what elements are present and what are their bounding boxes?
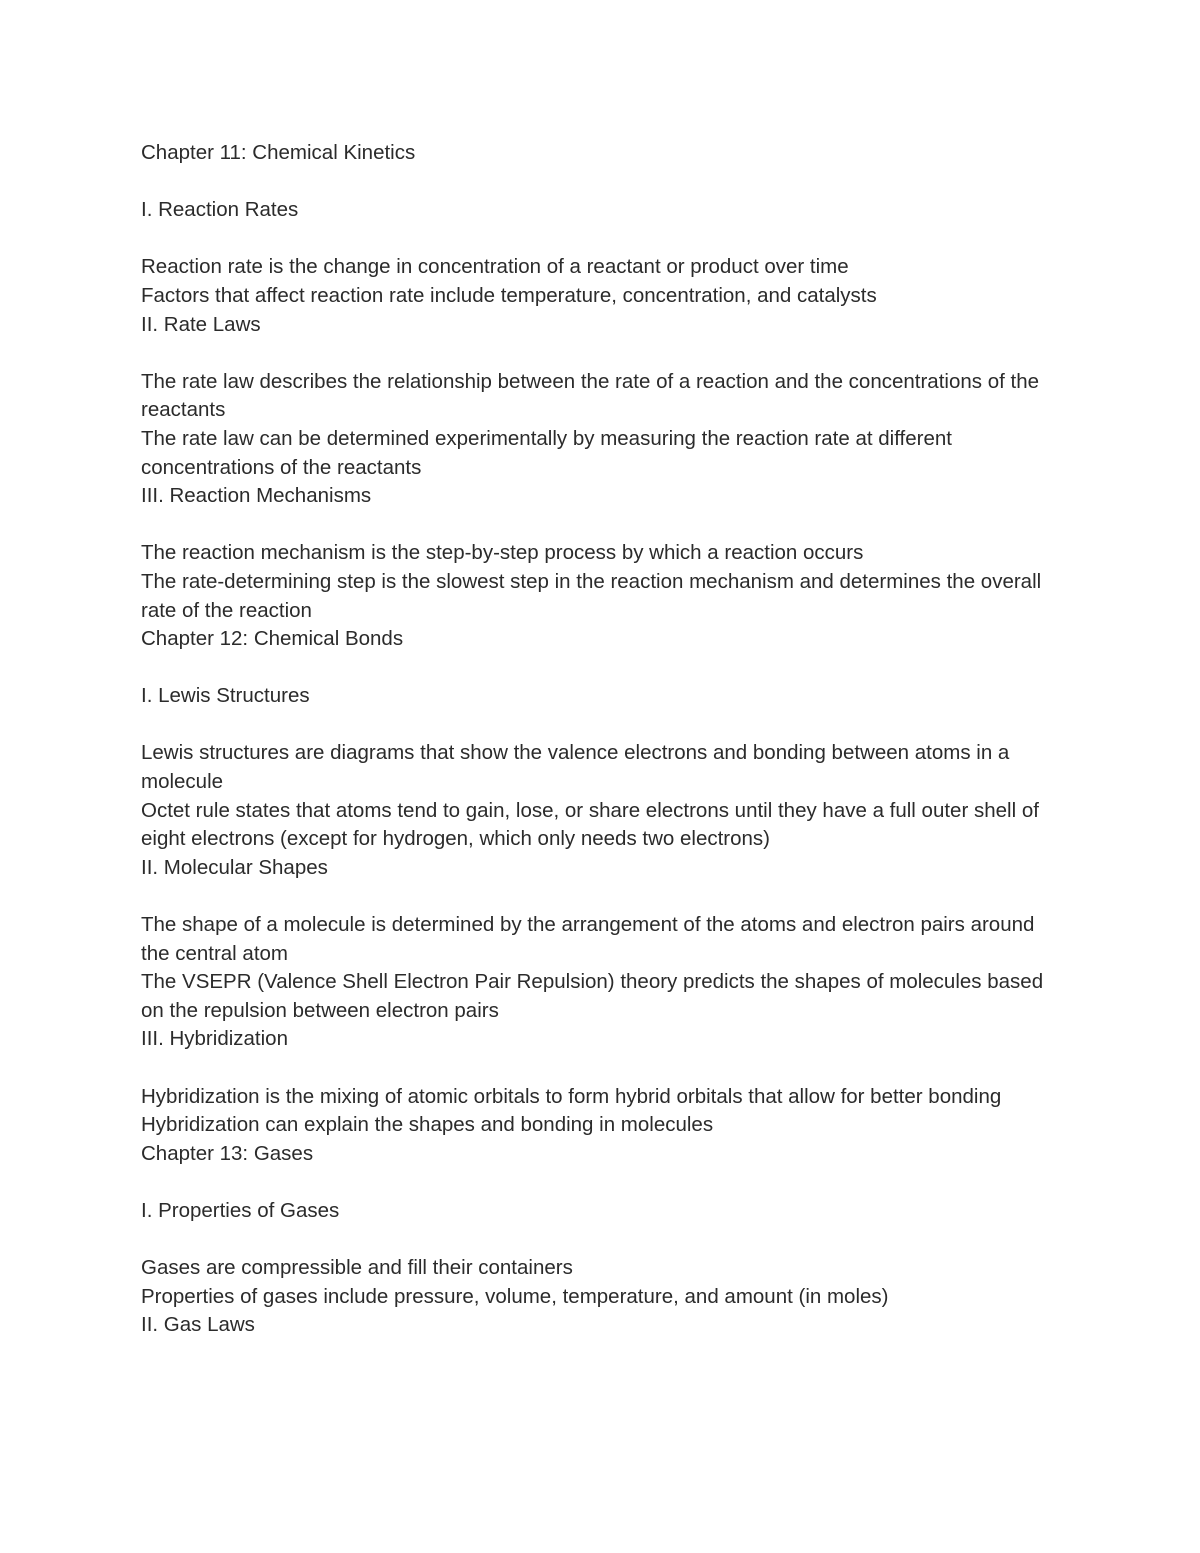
chapter-heading: Chapter 13: Gases (141, 1141, 314, 1165)
paragraph-line: Factors that affect reaction rate include temperature, concentration, and catalysts (141, 283, 877, 307)
blank-line (141, 168, 1061, 197)
section-heading: I. Properties of Gases (141, 1198, 340, 1222)
paragraph-line: Reaction rate is the change in concentration of a reactant or product over time (141, 255, 849, 279)
paragraph-line: The rate-determining step is the slowest step in the reaction mechanism and determines the overall rate of the reaction (141, 569, 1042, 622)
paragraph-line: Hybridization can explain the shapes and bonding in molecules (141, 1113, 714, 1137)
section-heading: II. Gas Laws (141, 1313, 255, 1337)
paragraph-line: The shape of a molecule is determined by the arrangement of the atoms and electron pairs around the central atom (141, 913, 1035, 965)
paragraph-line: Properties of gases include pressure, volume, temperature, and amount (in moles) (141, 1284, 889, 1308)
document-body (141, 139, 1061, 1340)
paragraph-line: The VSEPR (Valence Shell Electron Pair Repulsion) theory predicts the shapes of molecules based on the repulsion between electron pairs (141, 970, 1044, 1022)
blank-line (141, 882, 1061, 911)
blank-line (141, 1054, 1061, 1083)
blank-line (141, 225, 1061, 254)
blank-line (141, 1226, 1061, 1255)
paragraph-line: Octet rule states that atoms tend to gain, lose, or share electrons until they have a full outer shell of eight electrons (except for hydrogen, which only needs two electrons) (141, 798, 1039, 851)
section-heading: III. Reaction Mechanisms (141, 484, 372, 508)
chapter-heading: Chapter 12: Chemical Bonds (141, 627, 404, 651)
paragraph-line: Gases are compressible and fill their containers (141, 1256, 573, 1280)
blank-line (141, 1168, 1061, 1197)
paragraph-line: The rate law describes the relationship between the rate of a reaction and the concentrations of the reactants (141, 369, 1039, 422)
chapter-heading: Chapter 11: Chemical Kinetics (141, 141, 416, 164)
section-heading: III. Hybridization (141, 1027, 288, 1051)
blank-line (141, 711, 1061, 740)
section-heading: II. Rate Laws (141, 312, 261, 336)
paragraph-line: The rate law can be determined experimentally by measuring the reaction rate at different concentrations of the reactants (141, 426, 952, 479)
blank-line (141, 654, 1061, 683)
paragraph-line: Lewis structures are diagrams that show the valence electrons and bonding between atoms in a molecule (141, 741, 1010, 794)
blank-line (141, 339, 1061, 368)
paragraph-line: Hybridization is the mixing of atomic orbitals to form hybrid orbitals that allow for better bonding (141, 1084, 1002, 1108)
section-heading: I. Reaction Rates (141, 198, 299, 222)
section-heading: II. Molecular Shapes (141, 855, 328, 879)
paragraph-line: The reaction mechanism is the step-by-step process by which a reaction occurs (141, 541, 864, 565)
section-heading: I. Lewis Structures (141, 684, 310, 708)
blank-line (141, 511, 1061, 540)
